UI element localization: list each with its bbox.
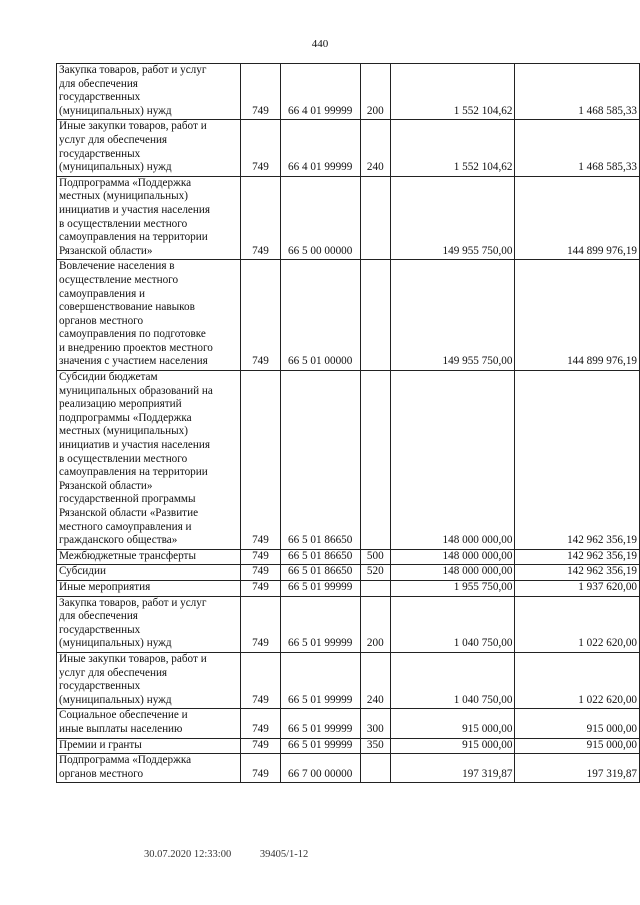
row-name: Иные закупки товаров, работ и услуг для обеспечения государственных (муниципальных) нужд xyxy=(57,120,241,176)
row-name: Закупка товаров, работ и услуг для обеспечения государственных (муниципальных) нужд xyxy=(57,64,241,120)
row-expense-type: 240 xyxy=(360,652,390,708)
row-sum-executed: 142 962 356,19 xyxy=(515,371,640,550)
row-sum-planned: 915 000,00 xyxy=(390,738,515,754)
row-expense-type: 500 xyxy=(360,549,390,565)
row-sum-executed: 915 000,00 xyxy=(515,738,640,754)
row-sum-executed: 1 022 620,00 xyxy=(515,652,640,708)
row-name: Вовлечение населения в осуществление местного самоуправления и совершенствование навыков органов местного самоуправления по подготовке и внедрению проектов местного значения с участием населения xyxy=(57,260,241,371)
row-sum-planned: 1 040 750,00 xyxy=(390,652,515,708)
page-number: 440 xyxy=(311,38,329,50)
table-row xyxy=(57,754,640,783)
row-sum-executed: 142 962 356,19 xyxy=(515,549,640,565)
row-target-article: 66 5 01 86650 xyxy=(280,371,360,550)
row-sum-planned: 1 955 750,00 xyxy=(390,580,515,596)
row-expense-type xyxy=(360,176,390,260)
table-row xyxy=(57,371,640,550)
row-expense-type xyxy=(360,371,390,550)
row-sum-planned: 148 000 000,00 xyxy=(390,371,515,550)
row-expense-type: 200 xyxy=(360,64,390,120)
row-name: Межбюджетные трансферты xyxy=(57,549,241,565)
row-sum-executed: 915 000,00 xyxy=(515,709,640,738)
row-sum-planned: 148 000 000,00 xyxy=(390,565,515,581)
row-code: 749 xyxy=(241,709,280,738)
row-code: 749 xyxy=(241,652,280,708)
row-sum-planned: 149 955 750,00 xyxy=(390,260,515,371)
row-target-article: 66 5 01 99999 xyxy=(280,596,360,652)
row-code: 749 xyxy=(241,738,280,754)
row-code: 749 xyxy=(241,64,280,120)
table-row xyxy=(57,549,640,565)
row-expense-type: 300 xyxy=(360,709,390,738)
row-sum-executed: 144 899 976,19 xyxy=(515,260,640,371)
row-target-article: 66 5 01 00000 xyxy=(280,260,360,371)
row-sum-executed: 1 468 585,33 xyxy=(515,120,640,176)
row-expense-type: 350 xyxy=(360,738,390,754)
row-expense-type: 240 xyxy=(360,120,390,176)
table-row xyxy=(57,565,640,581)
row-target-article: 66 4 01 99999 xyxy=(280,64,360,120)
row-sum-executed: 1 468 585,33 xyxy=(515,64,640,120)
row-target-article: 66 5 01 99999 xyxy=(280,709,360,738)
row-expense-type: 200 xyxy=(360,596,390,652)
footer-doc-id: 39405/1-12 xyxy=(259,849,309,860)
row-expense-type xyxy=(360,754,390,783)
row-sum-planned: 1 040 750,00 xyxy=(390,596,515,652)
row-code: 749 xyxy=(241,580,280,596)
row-target-article: 66 5 01 99999 xyxy=(280,738,360,754)
row-target-article: 66 5 00 00000 xyxy=(280,176,360,260)
row-code: 749 xyxy=(241,260,280,371)
row-expense-type xyxy=(360,580,390,596)
row-sum-executed: 144 899 976,19 xyxy=(515,176,640,260)
row-name: Субсидии бюджетам муниципальных образований на реализацию мероприятий подпрограммы «Поддержка местных (муниципальных) инициатив и участия населения в осуществлении местного самоуправления на территории Рязанской области» государственной программы Рязанской области «Развитие местного самоуправления и гражданского общества» xyxy=(57,371,241,550)
row-sum-planned: 197 319,87 xyxy=(390,754,515,783)
table-row xyxy=(57,176,640,260)
row-name: Закупка товаров, работ и услуг для обеспечения государственных (муниципальных) нужд xyxy=(57,596,241,652)
row-sum-executed: 142 962 356,19 xyxy=(515,565,640,581)
table-row xyxy=(57,596,640,652)
row-code: 749 xyxy=(241,754,280,783)
row-sum-planned: 149 955 750,00 xyxy=(390,176,515,260)
row-target-article: 66 7 00 00000 xyxy=(280,754,360,783)
row-target-article: 66 5 01 99999 xyxy=(280,652,360,708)
table-row xyxy=(57,64,640,120)
row-name: Премии и гранты xyxy=(57,738,241,754)
table-row xyxy=(57,260,640,371)
row-code: 749 xyxy=(241,120,280,176)
row-code: 749 xyxy=(241,371,280,550)
row-sum-planned: 915 000,00 xyxy=(390,709,515,738)
row-target-article: 66 4 01 99999 xyxy=(280,120,360,176)
row-code: 749 xyxy=(241,176,280,260)
row-name: Иные мероприятия xyxy=(57,580,241,596)
row-sum-planned: 1 552 104,62 xyxy=(390,64,515,120)
row-name: Иные закупки товаров, работ и услуг для обеспечения государственных (муниципальных) нужд xyxy=(57,652,241,708)
budget-table xyxy=(56,63,640,783)
row-target-article: 66 5 01 86650 xyxy=(280,565,360,581)
row-name: Социальное обеспечение и иные выплаты населению xyxy=(57,709,241,738)
row-target-article: 66 5 01 86650 xyxy=(280,549,360,565)
row-name: Подпрограмма «Поддержка органов местного xyxy=(57,754,241,783)
row-sum-executed: 197 319,87 xyxy=(515,754,640,783)
row-sum-executed: 1 022 620,00 xyxy=(515,596,640,652)
row-expense-type: 520 xyxy=(360,565,390,581)
row-sum-planned: 148 000 000,00 xyxy=(390,549,515,565)
row-name: Подпрограмма «Поддержка местных (муниципальных) инициатив и участия населения в осуществлении местного самоуправления на территории Рязанской области» xyxy=(57,176,241,260)
table-row xyxy=(57,709,640,738)
footer-timestamp: 30.07.2020 12:33:00 xyxy=(144,849,232,860)
row-expense-type xyxy=(360,260,390,371)
table-row xyxy=(57,580,640,596)
table-row xyxy=(57,738,640,754)
row-code: 749 xyxy=(241,549,280,565)
table-row xyxy=(57,120,640,176)
page-footer xyxy=(144,849,334,860)
row-name: Субсидии xyxy=(57,565,241,581)
row-target-article: 66 5 01 99999 xyxy=(280,580,360,596)
row-code: 749 xyxy=(241,596,280,652)
table-row xyxy=(57,652,640,708)
budget-table-body xyxy=(57,64,640,783)
row-sum-executed: 1 937 620,00 xyxy=(515,580,640,596)
row-code: 749 xyxy=(241,565,280,581)
row-sum-planned: 1 552 104,62 xyxy=(390,120,515,176)
